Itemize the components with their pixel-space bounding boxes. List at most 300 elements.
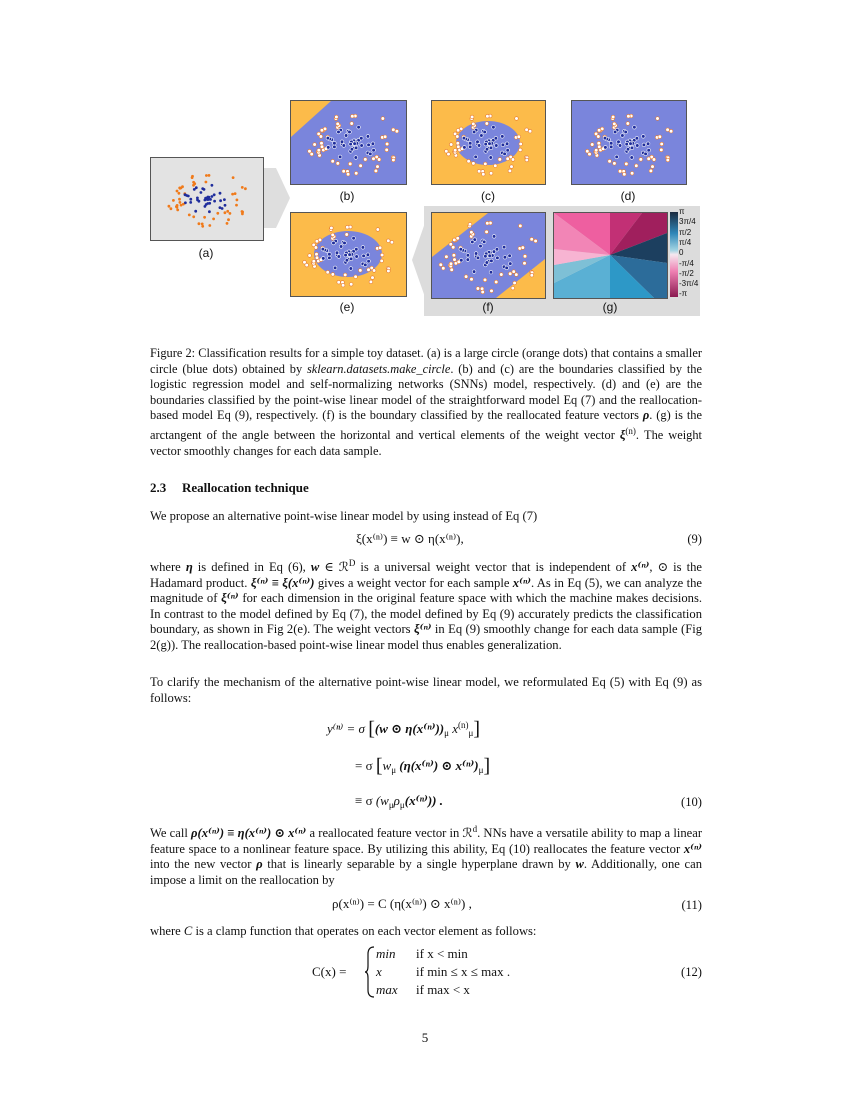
outer-dot xyxy=(666,158,670,162)
p5-text: is a clamp function that operates on each vector element as follows: xyxy=(192,924,537,938)
panel-b-logistic xyxy=(290,100,407,185)
outer-dot xyxy=(337,280,341,284)
outer-dot xyxy=(597,129,601,133)
eq10-sup: (n) xyxy=(458,720,469,730)
outer-dot xyxy=(639,158,643,162)
outer-dot xyxy=(453,149,457,153)
inner-dot xyxy=(354,156,358,160)
colorbar-tick: -π/4 xyxy=(679,258,694,268)
p5-text: where xyxy=(150,924,184,938)
inner-dot xyxy=(348,130,352,134)
inner-dot xyxy=(344,134,348,138)
inner-dot xyxy=(502,245,506,249)
outer-dot xyxy=(369,280,373,284)
outer-dot xyxy=(372,157,376,161)
outer-dot xyxy=(376,165,380,169)
inner-dot xyxy=(501,143,505,147)
inner-dot xyxy=(477,144,481,148)
outer-dot xyxy=(523,261,527,265)
outer-dot xyxy=(525,158,529,162)
outer-dot xyxy=(170,207,173,210)
outer-dot xyxy=(371,276,375,280)
eq12-lhs: C(x) = xyxy=(312,964,347,979)
outer-dot xyxy=(467,159,471,163)
inner-dot xyxy=(485,148,489,152)
outer-dot xyxy=(613,122,617,126)
inner-dot xyxy=(349,267,353,271)
p4-text: into the new vector xyxy=(150,857,257,872)
outer-dot xyxy=(312,260,316,264)
inner-dot xyxy=(609,141,613,145)
colorbar xyxy=(670,212,678,297)
p4-sup: d xyxy=(472,824,478,834)
paragraph-4 xyxy=(150,822,702,888)
inner-dot xyxy=(348,253,352,257)
p2-xi: ξ⁽ⁿ⁾ xyxy=(413,622,432,637)
outer-dot xyxy=(468,222,472,226)
inner-dot xyxy=(224,204,227,207)
inner-dot xyxy=(492,235,496,239)
caption-text-3: . (g) is the arctangent of the angle between the horizontal and vertical elements of the weight vector xyxy=(150,408,702,442)
inner-dot xyxy=(489,156,493,160)
outer-dot xyxy=(649,169,653,173)
outer-dot xyxy=(364,158,368,162)
outer-dot xyxy=(178,187,181,190)
inner-dot xyxy=(200,191,203,194)
outer-dot xyxy=(179,201,182,204)
outer-dot xyxy=(359,269,363,273)
inner-dot xyxy=(488,142,492,146)
outer-dot xyxy=(381,117,385,121)
outer-dot xyxy=(498,158,502,162)
outer-dot xyxy=(351,114,355,118)
inner-dot xyxy=(208,210,211,213)
page-number: 5 xyxy=(421,1030,429,1045)
inner-dot xyxy=(355,255,359,259)
inner-dot xyxy=(211,184,214,187)
outer-dot xyxy=(519,142,523,146)
caption-text-2: . (b) and (c) are the boundaries classified by the logistic regression model and self-normalizing networks (SNNs) model, respectively. (d) and (e) are the boundaries classified by the point-wise linear model of the straightforward model Eq (7) and the reallocation-based model Eq (9), respectively. (f) is the boundary classified by the reallocated feature vectors xyxy=(150,361,703,423)
inner-dot xyxy=(333,141,337,145)
outer-dot xyxy=(513,281,517,285)
outer-dot xyxy=(517,135,521,139)
outer-dot xyxy=(515,273,519,277)
outer-dot xyxy=(372,269,376,273)
outer-dot xyxy=(508,169,512,173)
inner-dot xyxy=(349,142,353,146)
p2-text: gives a weight vector for each sample xyxy=(314,575,513,590)
outer-dot xyxy=(317,149,321,153)
outer-dot xyxy=(377,158,381,162)
inner-dot xyxy=(463,146,467,150)
outer-dot xyxy=(510,165,514,169)
inner-dot xyxy=(479,244,483,248)
outer-dot xyxy=(586,149,590,153)
outer-dot xyxy=(500,273,504,277)
inner-dot xyxy=(624,130,628,134)
inner-dot xyxy=(337,130,341,134)
eq12-cond: if x < min xyxy=(416,946,468,961)
inner-dot xyxy=(647,148,651,152)
colorbar-tick: 0 xyxy=(679,248,684,258)
inner-dot xyxy=(372,148,376,152)
label-c: (c) xyxy=(481,189,495,203)
panel-f-reallocated-features xyxy=(431,212,546,299)
inner-dot xyxy=(369,152,373,156)
inner-dot xyxy=(203,188,206,191)
eq12-cond: if max < x xyxy=(416,982,470,997)
p2-text: ∈ ℛ xyxy=(319,560,349,574)
outer-dot xyxy=(350,122,354,126)
inner-dot xyxy=(642,135,646,139)
inner-dot xyxy=(489,270,493,274)
p4-rho: ρ(x⁽ⁿ⁾) ≡ η(x⁽ⁿ⁾) ⊙ x⁽ⁿ⁾ xyxy=(191,826,307,840)
panel-d-straightforward xyxy=(571,100,687,185)
p2-text: can analyze the magnitude of xyxy=(150,575,703,606)
equation-11: ρ(x⁽ⁿ⁾) = C (η(x⁽ⁿ⁾) ⊙ x⁽ⁿ⁾) , xyxy=(332,896,472,911)
inner-dot xyxy=(508,254,512,258)
eq10-line1: y⁽ⁿ⁾ = σ [(w ⊙ $\eta(x^{(n)}))_\mu$ $x^{(n)}_\mu$] xyxy=(327,718,480,740)
outer-dot xyxy=(456,129,460,133)
inner-dot xyxy=(322,257,326,261)
p2-xi: ξ⁽ⁿ⁾ ≡ ξ(x⁽ⁿ⁾) xyxy=(250,575,315,590)
outer-dot xyxy=(367,268,371,272)
outer-dot xyxy=(613,162,617,166)
inner-dot xyxy=(327,146,331,150)
outer-dot xyxy=(392,158,396,162)
inner-dot xyxy=(335,251,339,255)
section-number: 2.3 xyxy=(150,480,167,495)
p2-text: in Eq (9) smoothly change for each data sample (Fig 2(g)). The reallocation-based point-wise linear model thus enables generalization. xyxy=(150,622,703,652)
label-e: (e) xyxy=(339,300,355,314)
inner-dot xyxy=(339,245,343,249)
inner-dot xyxy=(604,146,608,150)
outer-dot xyxy=(530,237,534,241)
eq10-line2: = σ [$w_\mu$ (η(x⁽ⁿ⁾) ⊙ $x^{(n)})_\mu$] xyxy=(355,755,491,777)
inner-dot xyxy=(353,142,357,146)
outer-dot xyxy=(669,129,673,133)
inner-dot xyxy=(635,136,639,140)
outer-dot xyxy=(611,115,615,119)
arrow-left-shape xyxy=(404,220,426,300)
paragraph-5 xyxy=(150,924,702,940)
inner-dot xyxy=(349,257,353,261)
outer-dot xyxy=(445,255,449,259)
outer-dot xyxy=(203,216,206,219)
caption-text: Figure 2: Classification results for a simple toy dataset. (a) is a large circle (orange dots) that contains a smaller circle (blue dots) obtained by xyxy=(150,346,702,376)
outer-dot xyxy=(208,174,211,177)
equation-12-number: (12) xyxy=(681,965,702,979)
outer-dot xyxy=(229,212,232,215)
outer-dot xyxy=(205,174,208,177)
outer-dot xyxy=(521,246,525,250)
outer-dot xyxy=(486,114,490,118)
outer-dot xyxy=(477,169,481,173)
inner-dot xyxy=(340,140,344,144)
outer-dot xyxy=(627,114,631,118)
eq10-mu: μ xyxy=(399,800,405,810)
outer-dot xyxy=(331,273,335,277)
outer-dot xyxy=(395,129,399,133)
outer-dot xyxy=(181,185,184,188)
outer-dot xyxy=(208,224,211,227)
eq10-x: x xyxy=(452,721,458,736)
inner-dot xyxy=(343,241,347,245)
colorbar-tick: -π xyxy=(679,289,688,299)
outer-dot xyxy=(335,115,339,119)
outer-dot xyxy=(485,230,489,234)
inner-dot xyxy=(184,201,187,204)
outer-dot xyxy=(511,158,515,162)
inner-dot xyxy=(466,253,470,257)
outer-dot xyxy=(336,162,340,166)
outer-dot xyxy=(192,215,195,218)
inner-dot xyxy=(344,253,348,257)
outer-dot xyxy=(485,122,489,126)
outer-dot xyxy=(635,164,639,168)
p4-x: x⁽ⁿ⁾ xyxy=(683,841,702,856)
inner-dot xyxy=(366,135,370,139)
inner-dot xyxy=(468,141,472,145)
paragraph-1: We propose an alternative point-wise linear model by using instead of Eq (7) xyxy=(150,509,538,523)
outer-dot xyxy=(652,158,656,162)
outer-dot xyxy=(331,159,335,163)
eq10-mu: μ xyxy=(388,800,394,810)
p2-text: machine makes decisions. In contrast to the model defined by Eq (7), the model defined by Eq (9) accurately predicts the classification boundary, as shown in Fig 2(e). The weight vectors xyxy=(150,591,702,637)
outer-dot xyxy=(320,141,324,145)
outer-dot xyxy=(336,122,340,126)
p2-xi: ξ⁽ⁿ⁾ xyxy=(221,591,239,606)
inner-dot xyxy=(617,140,621,144)
p2-text: where xyxy=(150,560,186,574)
inner-dot xyxy=(471,240,475,244)
inner-dot xyxy=(194,210,197,213)
inner-dot xyxy=(501,135,505,139)
outer-dot xyxy=(623,172,627,176)
inner-dot xyxy=(345,259,349,263)
outer-dot xyxy=(191,175,194,178)
outer-dot xyxy=(320,129,324,133)
inner-dot xyxy=(476,140,480,144)
outer-dot xyxy=(445,149,449,153)
equation-9: ξ(x⁽ⁿ⁾) ≡ w ⊙ η(x⁽ⁿ⁾), xyxy=(356,531,464,546)
outer-dot xyxy=(511,286,515,290)
inner-dot xyxy=(184,193,187,196)
outer-dot xyxy=(470,231,474,235)
inner-dot xyxy=(503,256,507,260)
outer-dot xyxy=(319,135,323,139)
outer-dot xyxy=(178,192,181,195)
inner-dot xyxy=(364,263,368,267)
outer-dot xyxy=(525,128,529,132)
outer-dot xyxy=(308,149,312,153)
outer-dot xyxy=(651,165,655,169)
inner-dot xyxy=(193,188,196,191)
outer-dot xyxy=(597,135,601,139)
outer-dot xyxy=(343,273,347,277)
outer-dot xyxy=(231,193,234,196)
outer-dot xyxy=(618,169,622,173)
inner-dot xyxy=(362,254,366,258)
outer-dot xyxy=(660,142,664,146)
p2-x: x⁽ⁿ⁾ xyxy=(631,560,650,574)
inner-dot xyxy=(459,247,463,251)
outer-dot xyxy=(244,187,247,190)
inner-dot xyxy=(367,259,371,263)
outer-dot xyxy=(342,169,346,173)
eq10-mu: μ xyxy=(444,728,449,738)
colorbar-tick: -π/2 xyxy=(679,268,694,278)
outer-dot xyxy=(457,145,461,149)
outer-dot xyxy=(216,212,219,215)
inner-dot xyxy=(482,240,486,244)
caption-xi: ξ xyxy=(619,427,626,442)
eq10-mu: μ xyxy=(478,765,484,775)
outer-dot xyxy=(380,259,384,263)
inner-dot xyxy=(213,193,216,196)
inner-dot xyxy=(367,143,371,147)
eq12-row-1 xyxy=(376,946,468,962)
inner-dot xyxy=(509,262,513,266)
p4-text: . NNs have a versatile ability to map a linear feature space to a nonlinear feature space. By utilizing this ability, Eq (10) reallocates the feature vector xyxy=(150,826,703,856)
inner-dot xyxy=(205,203,208,206)
inner-dot xyxy=(360,136,364,140)
outer-dot xyxy=(456,135,460,139)
outer-dot xyxy=(227,218,230,221)
outer-dot xyxy=(626,122,630,126)
p2-sup: D xyxy=(348,558,356,568)
outer-dot xyxy=(390,240,394,244)
p4-text: a reallocated feature vector in ℛ xyxy=(306,826,473,840)
inner-dot xyxy=(630,146,634,150)
eq10-lhs: y⁽ⁿ⁾ = σ xyxy=(327,721,365,736)
p4-rho: ρ xyxy=(256,857,263,872)
eq10-mu: μ xyxy=(468,728,474,738)
inner-dot xyxy=(615,155,619,159)
outer-dot xyxy=(484,162,488,166)
outer-dot xyxy=(326,270,330,274)
inner-dot xyxy=(321,247,325,251)
p4-text: . Additionally, one can impose a limit on the reallocation by xyxy=(150,857,702,887)
eq10-w: w xyxy=(382,758,392,773)
inner-dot xyxy=(503,152,507,156)
outer-dot xyxy=(666,128,670,132)
eq12-brace xyxy=(364,946,376,998)
eq12-val: x xyxy=(376,964,382,979)
inner-dot xyxy=(480,134,484,138)
inner-dot xyxy=(626,148,630,152)
inner-dot xyxy=(474,155,478,159)
inner-dot xyxy=(338,155,342,159)
outer-dot xyxy=(176,204,179,207)
caption-text-4: . The weight vector smoothly changes for each data sample. xyxy=(150,427,703,458)
outer-dot xyxy=(442,266,446,270)
label-g: (g) xyxy=(602,300,618,314)
inner-dot xyxy=(213,200,216,203)
inner-dot xyxy=(219,199,222,202)
outer-dot xyxy=(188,214,191,217)
eq10-w2: (w xyxy=(375,793,389,808)
outer-dot xyxy=(320,145,324,149)
inner-dot xyxy=(636,144,640,148)
outer-dot xyxy=(519,148,523,152)
p2-text: for each dimension in the original feature space with which the xyxy=(238,591,566,606)
panel-c-snn xyxy=(431,100,546,185)
inner-dot xyxy=(466,258,470,262)
outer-dot xyxy=(348,162,352,166)
inner-dot xyxy=(468,145,472,149)
inner-dot xyxy=(342,144,346,148)
p2-x: x⁽ⁿ⁾ xyxy=(512,575,531,590)
inner-dot xyxy=(208,202,211,205)
outer-dot xyxy=(528,129,532,133)
inner-dot xyxy=(196,197,199,200)
eq10-term: (w ⊙ η(x⁽ⁿ⁾)) xyxy=(374,721,445,736)
outer-dot xyxy=(224,211,227,214)
eq10-line3 xyxy=(355,793,443,810)
inner-dot xyxy=(505,142,509,146)
outer-dot xyxy=(598,145,602,149)
inner-dot xyxy=(646,142,650,146)
outer-dot xyxy=(303,260,307,264)
section-heading xyxy=(150,480,309,496)
colorbar-tick: π/2 xyxy=(679,227,692,237)
outer-dot xyxy=(331,233,335,237)
figure-caption: Figure 2: Classification results for a simple toy dataset. (a) is a large circle (orange dots) that contains a smaller circle (blue dots) obtained by sklearn.datasets.make_circle. (b) and (c) are the boundaries classified by the logistic regression model and self-normalizing networks (SNNs) model, respectively. (d) and (e) are the boundaries classified by the point-wise linear model of the straightforward model Eq (7) and the reallocation-based model Eq (9), respectively. (f) is the boundary classified by the reallocated feature vectors ρ. (g) is the arctangent of the angle between the horizontal and vertical elements of the weight vector $\xi^{(n)}$. The weight vector smoothly changes for each data sample. xyxy=(150,346,703,458)
p5-C: C xyxy=(183,924,193,938)
outer-dot xyxy=(456,141,460,145)
outer-dot xyxy=(490,289,494,293)
inner-dot xyxy=(489,146,493,150)
outer-dot xyxy=(597,141,601,145)
outer-dot xyxy=(330,226,334,230)
outer-dot xyxy=(494,280,498,284)
inner-dot xyxy=(490,259,494,263)
paragraph-2 xyxy=(150,556,702,654)
inner-dot xyxy=(328,256,332,260)
outer-dot xyxy=(450,268,454,272)
inner-dot xyxy=(484,142,488,146)
inner-dot xyxy=(621,134,625,138)
eq10-mu: μ xyxy=(391,765,397,775)
outer-dot xyxy=(341,283,345,287)
outer-dot xyxy=(453,238,457,242)
inner-dot xyxy=(355,247,359,251)
inner-dot xyxy=(462,136,466,140)
outer-dot xyxy=(385,148,389,152)
p2-eta: η xyxy=(185,560,193,574)
inner-dot xyxy=(328,252,332,256)
eq10-lhs3: ≡ σ xyxy=(355,793,373,808)
outer-dot xyxy=(480,287,484,291)
inner-dot xyxy=(485,261,489,265)
outer-dot xyxy=(608,159,612,163)
equation-10-number: (10) xyxy=(681,795,702,809)
outer-dot xyxy=(451,246,455,250)
label-d: (d) xyxy=(620,189,636,203)
outer-dot xyxy=(508,272,512,276)
eq10-term2: (η(x⁽ⁿ⁾) ⊙ x⁽ⁿ⁾) xyxy=(399,758,479,773)
outer-dot xyxy=(625,162,629,166)
outer-dot xyxy=(439,263,443,267)
caption-code: sklearn.datasets.make_circle xyxy=(306,361,451,376)
inner-dot xyxy=(483,130,487,134)
eq12-val: min xyxy=(376,946,396,961)
inner-dot xyxy=(371,142,375,146)
outer-dot xyxy=(472,162,476,166)
inner-dot xyxy=(644,152,648,156)
outer-dot xyxy=(483,278,487,282)
